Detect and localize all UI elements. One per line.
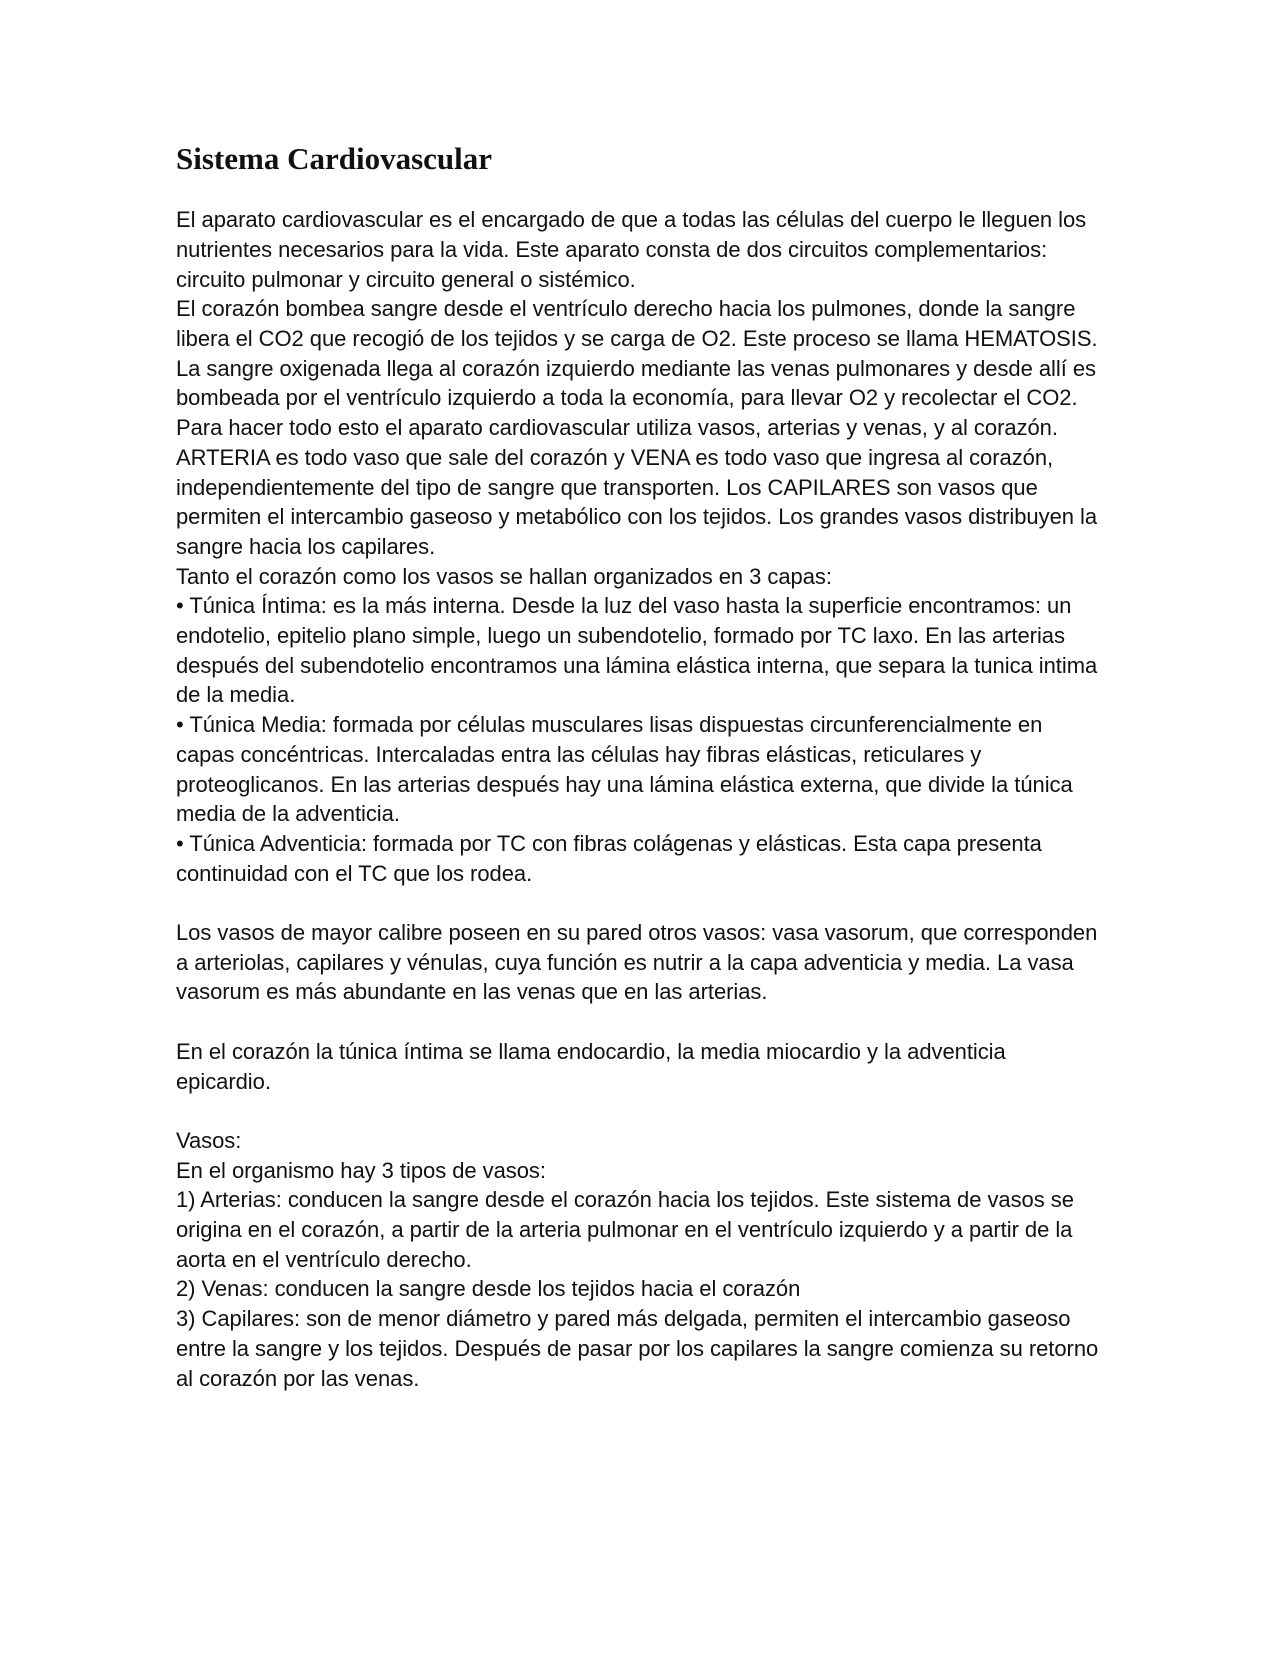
- list-item-arterias: 1) Arterias: conducen la sangre desde el corazón hacia los tejidos. Este sistema de vasos se origina en el corazón, a partir de la arteria pulmonar en el ventrículo izquierdo y a partir de la aorta en el ventrículo derecho.: [176, 1187, 1074, 1272]
- paragraph-heart-layers: En el corazón la túnica íntima se llama endocardio, la media miocardio y la adventicia epicardio.: [176, 1038, 1006, 1094]
- document-page: [176, 140, 1106, 1393]
- list-item-capilares: 3) Capilares: son de menor diámetro y pared más delgada, permiten el intercambio gaseoso entre la sangre y los tejidos. Después de pasar por los capilares la sangre comienza su retorno al corazón por las venas.: [176, 1306, 1099, 1391]
- list-item-tunica-media: • Túnica Media: formada por células musculares lisas dispuestas circunferencialmente en capas concéntricas. Intercaladas entra las células hay fibras elásticas, reticulares y proteoglicanos. En las arterias después hay una lámina elástica externa, que divide la túnica media de la adventicia.: [176, 712, 1073, 827]
- paragraph-vessel-count: En el organismo hay 3 tipos de vasos:: [176, 1157, 546, 1183]
- paragraph-vasa-vasorum: Los vasos de mayor calibre poseen en su pared otros vasos: vasa vasorum, que corresponden a arteriolas, capilares y vénulas, cuya función es nutrir a la capa adventicia y media. La vasa vasorum es más abundante en las venas que en las arterias.: [176, 920, 1098, 1005]
- document-body: [176, 205, 1106, 1393]
- list-item-tunica-adventicia: • Túnica Adventicia: formada por TC con fibras colágenas y elásticas. Esta capa presenta continuidad con el TC que los rodea.: [176, 830, 1042, 886]
- list-item-tunica-intima: • Túnica Íntima: es la más interna. Desde la luz del vaso hasta la superficie encontramos: un endotelio, epitelio plano simple, luego un subendotelio, formado por TC laxo. En las arterias después del subendotelio encontramos una lámina elástica interna, que separa la tunica intima de la media.: [176, 593, 1098, 708]
- list-item-venas: 2) Venas: conducen la sangre desde los tejidos hacia el corazón: [176, 1276, 801, 1302]
- paragraph-layers-intro: Tanto el corazón como los vasos se hallan organizados en 3 capas:: [176, 563, 832, 589]
- section-heading-vasos: Vasos:: [176, 1127, 242, 1153]
- paragraph-intro: El aparato cardiovascular es el encargado de que a todas las células del cuerpo le lleguen los nutrientes necesarios para la vida. Este aparato consta de dos circuitos complementarios: circuito pulmonar y circuito general o sistémico.: [176, 207, 1087, 292]
- paragraph-vessel-types: Para hacer todo esto el aparato cardiovascular utiliza vasos, arterias y venas, y al corazón. ARTERIA es todo vaso que sale del corazón y VENA es todo vaso que ingresa al corazón, independientemente del tipo de sangre que transporten. Los CAPILARES son vasos que permiten el intercambio gaseoso y metabólico con los tejidos. Los grandes vasos distribuyen la sangre hacia los capilares.: [176, 415, 1098, 559]
- paragraph-oxygenated-blood: La sangre oxigenada llega al corazón izquierdo mediante las venas pulmonares y desde allí es bombeada por el ventrículo izquierdo a toda la economía, para llevar O2 y recolectar el CO2.: [176, 355, 1096, 411]
- paragraph-hematosis: El corazón bombea sangre desde el ventrículo derecho hacia los pulmones, donde la sangre libera el CO2 que recogió de los tejidos y se carga de O2. Este proceso se llama HEMATOSIS.: [176, 296, 1098, 351]
- document-title: Sistema Cardiovascular: [176, 141, 493, 176]
